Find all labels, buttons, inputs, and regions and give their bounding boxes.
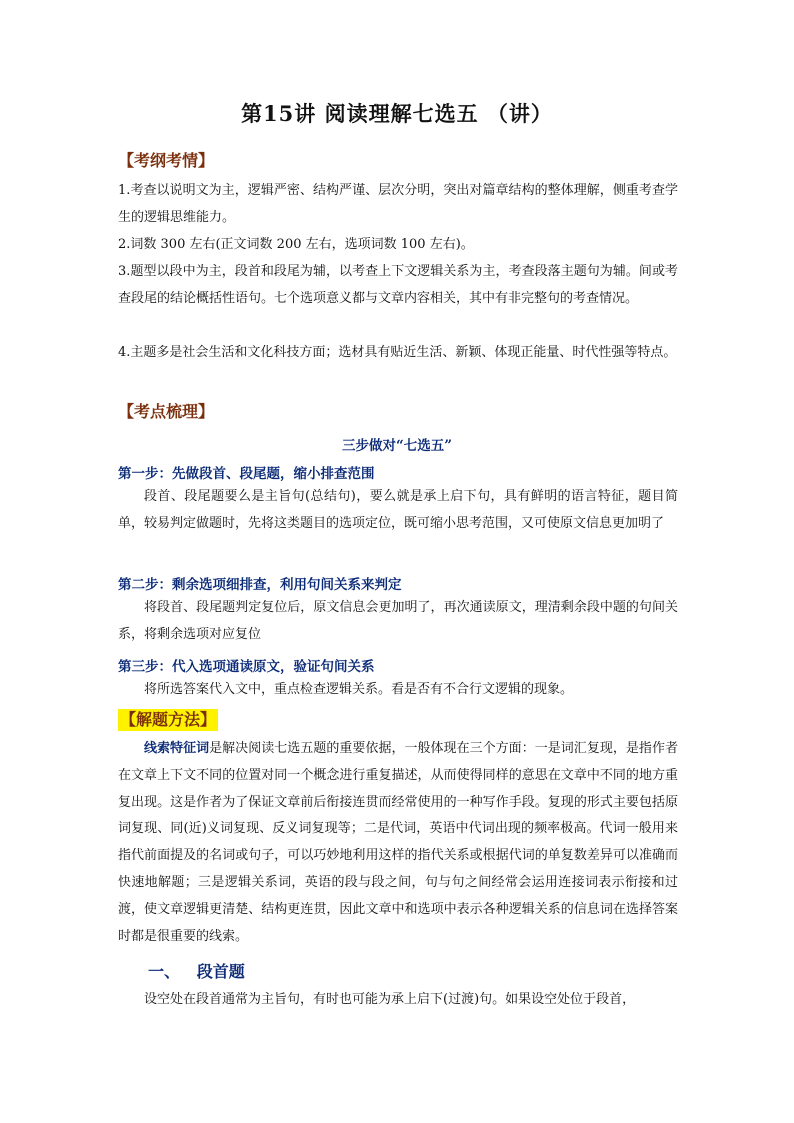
last-paragraph: 设空处在段首通常为主旨句，有时也可能为承上启下(过渡)句。如果设空处位于段首，: [144, 992, 636, 1007]
subsection-number: 一、: [148, 962, 181, 981]
step-1-heading: 第一步：先做段首、段尾题，缩小排查范围: [118, 466, 375, 482]
syllabus-item-2: 2.词数 300 左右(正文词数 200 左右，选项词数 100 左右)。: [118, 237, 474, 252]
methods-paragraph: [118, 736, 678, 950]
page-title: 第15讲 阅读理解七选五 （讲）: [241, 101, 553, 126]
step-2-heading: 第二步：剩余选项细排查，利用句间关系来判定: [118, 577, 402, 593]
subsection-title: 段首题: [196, 962, 245, 981]
section-heading-points: 【考点梳理】: [118, 402, 215, 421]
step-1-body: 段首、段尾题要么是主旨句(总结句)，要么就是承上启下句，具有鲜明的语言特征，题目简单，较易判定做题时，先将这类题目的选项定位，既可缩小思考范围，又可使原文信息更加明了: [118, 489, 678, 531]
syllabus-item-4: 4.主题多是社会生活和文化科技方面；选材具有贴近生活、新颖、体现正能量、时代性强等特点。: [118, 345, 677, 360]
methods-body: 是解决阅读七选五题的重要依据，一般体现在三个方面：一是词汇复现，是指作者在文章上下文不同的位置对同一个概念进行重复描述，从而使得同样的意思在文章中不同的地方重复出现。这是作者为了保证文章前后衔接连贯而经常使用的一种写作手段。复现的形式主要包括原词复现、同(近)义词复现、反义词复现等；二是代词，英语中代词出现的频率极高。代词一般用来指代前面提及的名词或句子，可以巧妙地利用这样的指代关系或根据代词的单复数差异可以准确而快速地解题；三是逻辑关系词，英语的段与段之间，句与句之间经常会运用连接词表示衔接和过渡，使文章逻辑更清楚、结构更连贯，因此文章中和选项中表示各种逻辑关系的信息词在选择答案时都是很重要的线索。: [118, 741, 678, 944]
methods-keyword: 线索特征词: [144, 741, 210, 756]
section-heading-syllabus: 【考纲考情】: [118, 151, 215, 170]
subsection-heading: [148, 959, 245, 982]
step-3-heading: 第三步：代入选项通读原文，验证句间关系: [118, 659, 375, 675]
points-subtitle: 三步做对“七选五”: [341, 438, 453, 454]
step-3-body: 将所选答案代入文中，重点检查逻辑关系。看是否有不合行文逻辑的现象。: [144, 682, 574, 697]
syllabus-item-3: 3.题型以段中为主，段首和段尾为辅，以考查上下文逻辑关系为主，考查段落主题句为辅。间或考查段尾的结论概括性语句。七个选项意义都与文章内容相关，其中有非完整句的考查情况。: [118, 264, 678, 306]
step-2-body: 将段首、段尾题判定复位后，原文信息会更加明了，再次通读原文，理清剩余段中题的句间关系，将剩余选项对应复位: [118, 600, 678, 642]
section-heading-methods: 【解题方法】: [120, 710, 217, 729]
syllabus-item-1: 1.考查以说明文为主，逻辑严密、结构严谨、层次分明，突出对篇章结构的整体理解，侧重考查学生的逻辑思维能力。: [118, 183, 678, 225]
